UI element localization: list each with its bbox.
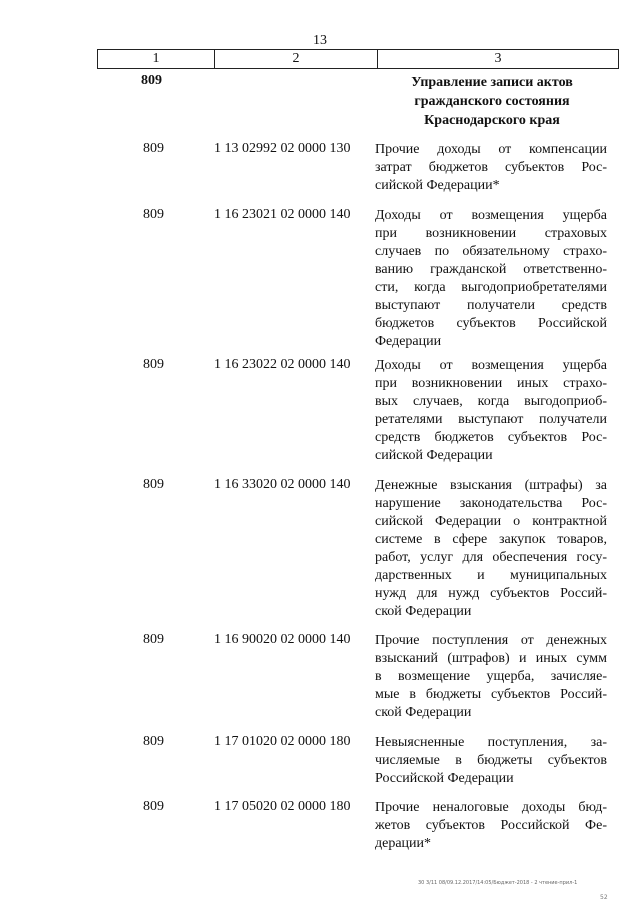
description-line: Доходы от возмещения ущерба bbox=[375, 358, 607, 373]
revenue-description bbox=[375, 357, 607, 465]
admin-code: 809 bbox=[143, 357, 164, 372]
admin-code: 809 bbox=[143, 477, 164, 492]
footer-file-note: 30 3/11 08/09.12.2017/14:05/Бюджет-2018 - 2 чтение-прил-1 bbox=[418, 880, 578, 886]
description-line: сти, когда выгодоприобретателями bbox=[375, 280, 607, 295]
description-line: Российской Федерации bbox=[375, 771, 514, 786]
description-line: затрат бюджетов субъектов Рос- bbox=[375, 160, 607, 175]
section-title bbox=[376, 73, 608, 130]
description-line: в возмещение ущерба, зачисляе- bbox=[375, 669, 607, 684]
revenue-description bbox=[375, 734, 607, 788]
admin-code: 809 bbox=[143, 141, 164, 156]
description-line: случаев по обязательному страхо- bbox=[375, 244, 607, 259]
budget-classification-code: 1 16 23022 02 0000 140 bbox=[214, 357, 351, 372]
admin-code: 809 bbox=[143, 799, 164, 814]
budget-classification-code: 1 16 23021 02 0000 140 bbox=[214, 207, 351, 222]
description-line: сийской Федерации bbox=[375, 448, 493, 463]
budget-classification-code: 1 13 02992 02 0000 130 bbox=[214, 141, 351, 156]
description-line: взысканий (штрафов) и иных сумм bbox=[375, 651, 607, 666]
description-line: дарственных и муниципальных bbox=[375, 568, 607, 583]
page-number: 13 bbox=[313, 33, 327, 48]
description-line: при возникновении иных страхо- bbox=[375, 376, 607, 391]
footer-mark: 52 bbox=[600, 894, 608, 901]
description-line: выступают получатели средств bbox=[375, 298, 607, 313]
admin-code: 809 bbox=[143, 734, 164, 749]
column-header-2: 2 bbox=[215, 50, 378, 68]
description-line: дерации* bbox=[375, 836, 432, 851]
description-line: Доходы от возмещения ущерба bbox=[375, 208, 607, 223]
budget-classification-code: 1 17 01020 02 0000 180 bbox=[214, 734, 351, 749]
admin-code: 809 bbox=[143, 632, 164, 647]
section-title-line: Управление записи актов bbox=[411, 75, 573, 90]
description-line: ванию гражданской ответственно- bbox=[375, 262, 607, 277]
section-title-line: гражданского состояния bbox=[414, 94, 570, 109]
revenue-description bbox=[375, 632, 607, 722]
description-line: нужд для нужд субъектов Россий- bbox=[375, 586, 607, 601]
description-line: числяемые в бюджеты субъектов bbox=[375, 753, 607, 768]
revenue-description bbox=[375, 207, 607, 351]
description-line: Прочие поступления от денежных bbox=[375, 633, 607, 648]
description-line: средств бюджетов субъектов Рос- bbox=[375, 430, 607, 445]
budget-classification-code: 1 17 05020 02 0000 180 bbox=[214, 799, 351, 814]
budget-classification-code: 1 16 90020 02 0000 140 bbox=[214, 632, 351, 647]
description-line: ретателями выступают получатели bbox=[375, 412, 607, 427]
description-line: сийской Федерации о контрактной bbox=[375, 514, 607, 529]
admin-code: 809 bbox=[143, 207, 164, 222]
revenue-description bbox=[375, 477, 607, 621]
description-line: Невыясненные поступления, за- bbox=[375, 735, 607, 750]
description-line: нарушение законодательства Рос- bbox=[375, 496, 607, 511]
column-header-3: 3 bbox=[494, 51, 502, 66]
description-line: сийской Федерации* bbox=[375, 178, 500, 193]
description-line: системе в сфере закупок товаров, bbox=[375, 532, 607, 547]
column-header-1: 1 bbox=[98, 50, 215, 68]
description-line: при возникновении страховых bbox=[375, 226, 607, 241]
budget-classification-code: 1 16 33020 02 0000 140 bbox=[214, 477, 351, 492]
section-header bbox=[0, 73, 640, 133]
description-line: Прочие доходы от компенсации bbox=[375, 142, 607, 157]
description-line: работ, услуг для обеспечения госу- bbox=[375, 550, 607, 565]
description-line: мые в бюджеты субъектов Россий- bbox=[375, 687, 607, 702]
description-line: Денежные взыскания (штрафы) за bbox=[375, 478, 607, 493]
section-code: 809 bbox=[141, 73, 162, 88]
description-line: ской Федерации bbox=[375, 604, 472, 619]
description-line: Федерации bbox=[375, 334, 442, 349]
description-line: бюджетов субъектов Российской bbox=[375, 316, 607, 331]
description-line: жетов субъектов Российской Фе- bbox=[375, 818, 607, 833]
description-line: Прочие неналоговые доходы бюд- bbox=[375, 800, 607, 815]
section-title-line: Краснодарского края bbox=[424, 113, 560, 128]
revenue-description bbox=[375, 799, 607, 853]
table-column-header bbox=[97, 49, 619, 69]
description-line: вых случаев, когда выгодоприоб- bbox=[375, 394, 607, 409]
revenue-description bbox=[375, 141, 607, 195]
description-line: ской Федерации bbox=[375, 705, 472, 720]
